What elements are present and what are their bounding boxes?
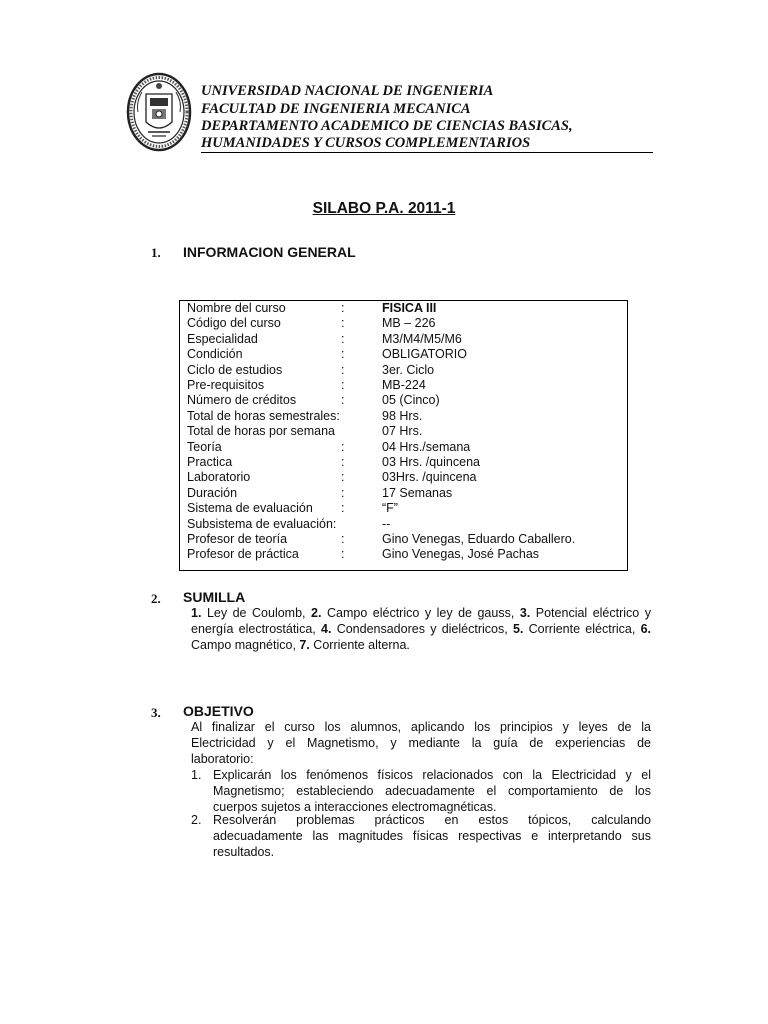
university-name: UNIVERSIDAD NACIONAL DE INGENIERIA <box>201 83 494 99</box>
row-label: Laboratorio <box>187 470 251 485</box>
row-value: -- <box>382 516 391 531</box>
objective-item-line: Resolverán problemas prácticos en estos tópicos, calculando <box>213 813 651 827</box>
table-row <box>180 424 627 439</box>
row-label: Número de créditos <box>187 393 297 408</box>
objective-item-2 <box>213 812 651 860</box>
faculty-name: FACULTAD DE INGENIERIA MECANICA <box>201 101 471 117</box>
sumilla-item-number: 7. <box>299 638 310 652</box>
row-value: MB – 226 <box>382 316 436 331</box>
row-label: Profesor de teoría <box>187 532 288 546</box>
document-title: SILABO P.A. 2011-1 <box>312 200 456 217</box>
table-row <box>180 393 627 408</box>
row-label: Subsistema de evaluación: <box>187 516 337 531</box>
row-colon: : <box>341 331 345 346</box>
sumilla-item-text: Potencial eléctrico y energía electrostática, <box>191 606 652 636</box>
row-label: Especialidad <box>187 331 258 346</box>
row-label: Sistema de evaluación <box>187 501 313 516</box>
department-name-line-1: DEPARTAMENTO ACADEMICO DE CIENCIAS BASICAS, <box>201 118 573 134</box>
row-label: Duración <box>187 485 238 500</box>
table-row <box>180 347 627 362</box>
sumilla-item-number: 5. <box>512 622 524 636</box>
sumilla-item-text: Corriente alterna. <box>309 638 410 652</box>
row-colon: : <box>341 532 345 546</box>
section-2-number: 2. <box>151 591 161 606</box>
objective-intro-line: laboratorio: <box>191 752 254 766</box>
row-colon: : <box>341 393 345 408</box>
table-row <box>180 547 627 562</box>
objective-intro-line: Electricidad y el Magnetismo, y mediante la guía de experiencias de <box>191 736 651 750</box>
row-value: 03Hrs. /quincena <box>382 470 477 485</box>
table-row <box>180 486 627 501</box>
section-1-title: INFORMACION GENERAL <box>183 244 356 260</box>
objective-item-1-number: 1. <box>191 768 202 782</box>
row-colon: : <box>341 501 345 516</box>
row-label: Teoría <box>187 439 222 454</box>
department-name-line-2: HUMANIDADES Y CURSOS COMPLEMENTARIOS <box>201 135 531 151</box>
table-row <box>180 332 627 347</box>
table-row <box>180 378 627 393</box>
table-row <box>180 316 627 331</box>
sumilla-item-number: 4. <box>321 622 332 636</box>
objective-item-line: Explicarán los fenómenos físicos relacionados con la Electricidad y el <box>213 768 651 782</box>
table-row <box>180 440 627 455</box>
row-colon: : <box>341 301 345 315</box>
sumilla-text <box>191 605 651 653</box>
sumilla-item-text: Condensadores y dieléctricos, <box>331 622 513 636</box>
row-label: Nombre del curso <box>187 301 286 315</box>
row-value: 04 Hrs./semana <box>382 439 471 454</box>
row-label: Total de horas por semana <box>187 424 336 439</box>
row-value: MB-224 <box>382 378 426 392</box>
row-colon: : <box>341 316 345 331</box>
row-label: Total de horas semestrales: <box>187 408 340 423</box>
row-value: 3er. Ciclo <box>382 362 435 377</box>
header-rule <box>201 152 653 153</box>
table-row <box>180 501 627 516</box>
objective-intro-line: Al finalizar el curso los alumnos, aplicando los principios y leyes de la <box>191 720 651 734</box>
objective-item-line: cuerpos sujetos a interacciones electromagnéticas. <box>213 800 497 814</box>
objective-item-line: resultados. <box>213 845 275 859</box>
row-value: FISICA III <box>382 301 437 315</box>
table-row <box>180 409 627 424</box>
table-row <box>180 455 627 470</box>
row-colon: : <box>341 470 345 485</box>
sumilla-item-text: Campo eléctrico y ley de gauss, <box>321 606 520 620</box>
table-row <box>180 301 627 316</box>
sumilla-item-number: 2. <box>311 606 322 620</box>
row-label: Practica <box>187 455 233 469</box>
objective-item-2-number: 2. <box>191 813 202 827</box>
sumilla-item-number: 1. <box>191 606 202 620</box>
row-colon: : <box>341 485 345 500</box>
objective-item-1 <box>213 767 651 815</box>
objective-intro <box>191 719 651 767</box>
row-value: OBLIGATORIO <box>382 347 467 362</box>
row-value: Gino Venegas, José Pachas <box>382 547 540 562</box>
row-label: Condición <box>187 347 243 362</box>
table-row <box>180 470 627 485</box>
section-3-title: OBJETIVO <box>183 703 254 719</box>
row-colon: : <box>341 347 345 362</box>
sumilla-item-text: Corriente eléctrica, <box>523 622 641 636</box>
section-3-number: 3. <box>151 705 161 720</box>
row-value: M3/M4/M5/M6 <box>382 331 462 346</box>
row-value: 17 Semanas <box>382 485 453 500</box>
row-value: 98 Hrs. <box>382 408 423 423</box>
sumilla-item-text: Ley de Coulomb, <box>201 606 312 620</box>
sumilla-item-text: Campo magnético, <box>191 638 300 652</box>
row-label: Ciclo de estudios <box>187 362 283 377</box>
table-row <box>180 532 627 547</box>
sumilla-item-number: 3. <box>519 606 531 620</box>
section-2-title: SUMILLA <box>183 589 246 605</box>
row-value: 07 Hrs. <box>382 424 423 439</box>
row-colon: : <box>341 362 345 377</box>
objective-item-line: Magnetismo; estableciendo adecuadamente el comportamiento de los <box>213 784 651 798</box>
sumilla-item-number: 6. <box>640 622 651 636</box>
general-info-table <box>179 300 628 571</box>
row-colon: : <box>341 547 345 562</box>
row-value: “F” <box>382 501 398 516</box>
section-1-number: 1. <box>151 245 161 260</box>
row-value: 03 Hrs. /quincena <box>382 455 480 469</box>
row-colon: : <box>341 439 345 454</box>
row-value: Gino Venegas, Eduardo Caballero. <box>382 532 576 546</box>
row-label: Código del curso <box>187 316 281 331</box>
row-value: 05 (Cinco) <box>382 393 440 408</box>
row-label: Profesor de práctica <box>187 547 299 562</box>
row-label: Pre-requisitos <box>187 378 265 392</box>
table-row <box>180 363 627 378</box>
row-colon: : <box>341 455 345 469</box>
objective-item-line: adecuadamente las magnitudes físicas respectivas e interpretando sus <box>213 829 651 843</box>
university-seal-logo <box>126 72 192 152</box>
row-colon: : <box>341 378 345 392</box>
table-row <box>180 517 627 532</box>
